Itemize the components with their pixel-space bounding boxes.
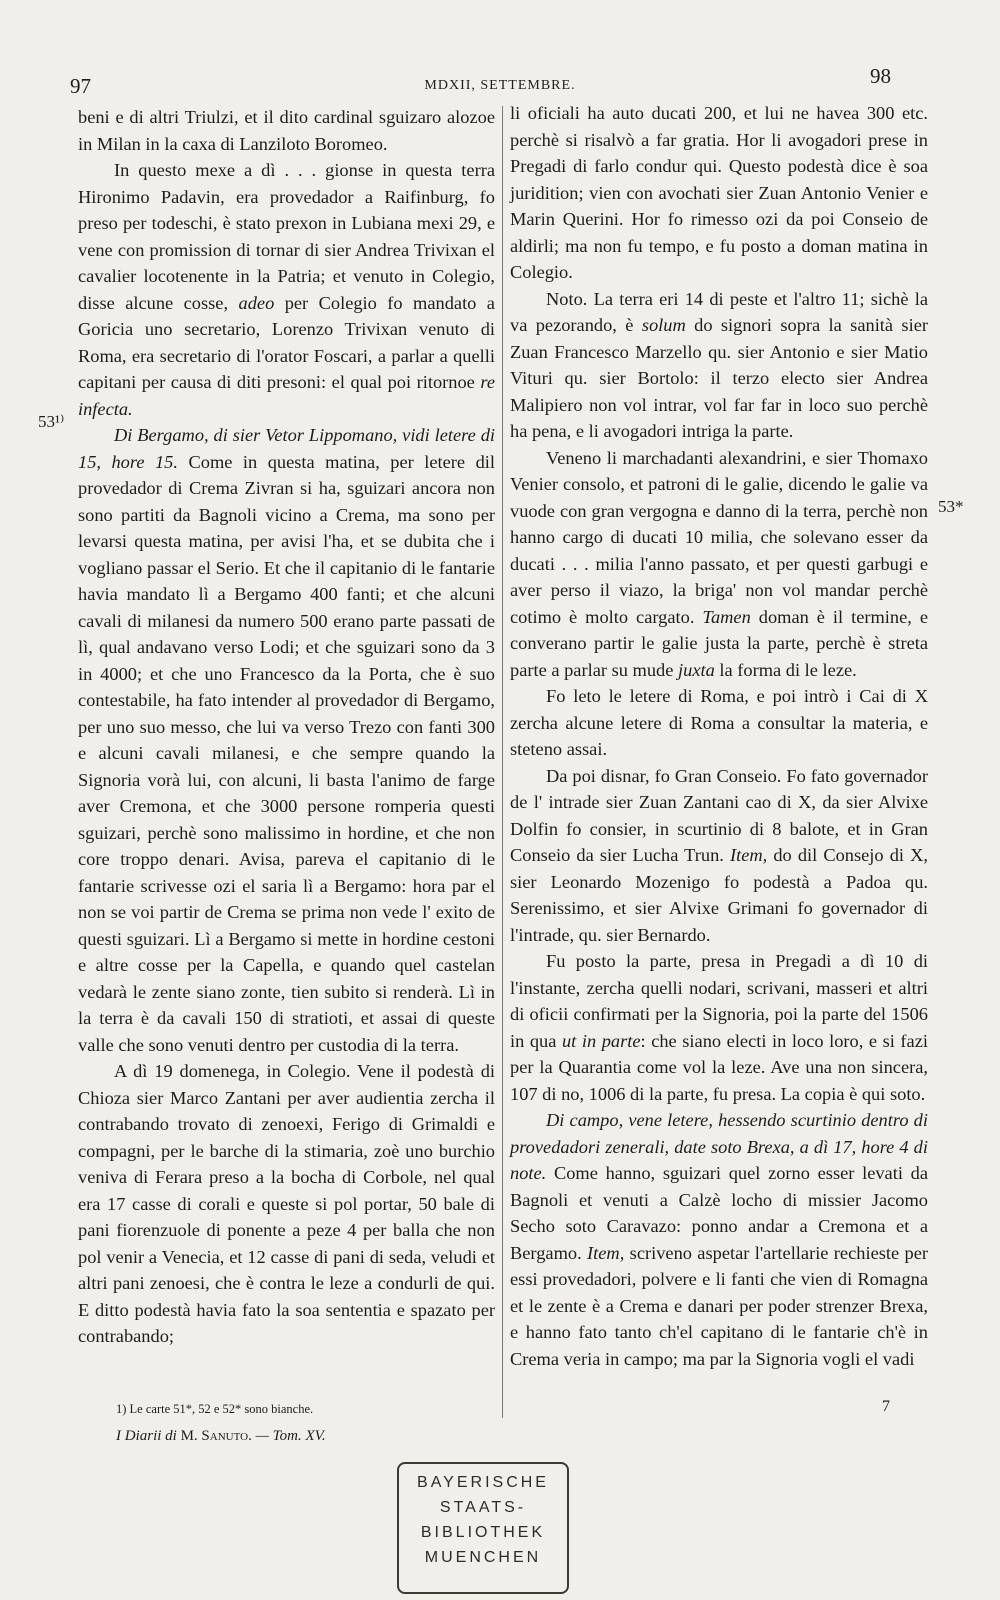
library-stamp [397, 1462, 569, 1594]
paragraph: Noto. La terra eri 14 di peste et l'altro 11; sichè la va pezorando, è solum do signori sopra la sanità sier Zuan Francesco Marzello qu. sier Antonio e sier Matio Vituri qu. sier Bortolo: il terzo electo sier Andrea Malipiero non vol intrar, vol far far in loco suo perchè ha pena, e li avogadori intriga la parte. [510, 288, 928, 441]
series-line: I Diarii di M. Sanuto. — Tom. XV. [116, 1428, 326, 1444]
footnote: 1) Le carte 51*, 52 e 52* sono bianche. [116, 1402, 314, 1416]
margin-note-left: 53¹⁾ [38, 412, 65, 431]
left-column [78, 104, 495, 1350]
paragraph: Di campo, vene letere, hessendo scurtinio dentro di provedadori zenerali, date soto Brexa, a dì 17, hore 4 di note. Come hanno, sguizari quel zorno esser levati da Bagnoli et venuti a Calzè locho di missier Jacomo Secho soto Caravazo: ponno andar a Cremona et a Bergamo. Item, scriveno aspetar l'artellarie rechieste per essi provedadori, polvere e li fanti che vien di Romagna et le zente è a Crema e danari per poder strenzer Brexa, e hanno fato tanto ch'el capitano di le fantarie ch'è in Crema veria in campo; ma par la Signoria vogli el vadi [510, 1110, 928, 1369]
running-title: MDXII, SETTEMBRE. [424, 78, 576, 93]
paragraph: A dì 19 domenega, in Colegio. Vene il podestà di Chioza sier Marco Zantani per aver audientia zercha il contrabando trovato di zenoexi, Ferigo di Grimaldi e compagni, per le barche di la stimaria, zoè uno burchio veniva di Ferara preso a la bocha di Corbole, nel qual era 17 casse di corali e queste si pol portar, 50 bale di pani fiorenzuole di ponente a peze 4 per balla che non pol venir a Venecia, et 12 casse di pani di seda, veludi et altri pani zenoesi, che è contra le leze a condurli de qui. E ditto podestà havia fato la soa sententia e spazato per contrabando; [78, 1061, 495, 1346]
left-page-number: 97 [70, 74, 91, 98]
stamp-line: MUENCHEN [424, 1549, 542, 1566]
stamp-line: BAYERISCHE [417, 1474, 549, 1491]
stamp-line: BIBLIOTHEK [420, 1524, 546, 1541]
signature-number: 7 [882, 1398, 890, 1415]
paragraph: Di Bergamo, di sier Vetor Lippomano, vidi letere di 15, hore 15. Come in questa matina, per letere dil provedador di Crema Zivran si ha, sguizari ancora non sono partiti da Bagnoli vicino a Crema, ma sono per levarsi questa matina, per avisi l'ha, et se dubita che i vogliano passar el Serio. Et che il capitanio di le fantarie havia mandato lì a Bergamo 400 fanti; et che alcuni cavali di milanesi da numero 500 erano parte passati de lì, qual andavano verso Lodi; et che sguizari sono da 3 in 4000; et che uno Francesco da la Porta, che è suo contestabile, ha fato intender al provedador di Bergamo, per uno suo messo, che lui va verso Trezo con fanti 300 e alcuni cavali milanesi, e che sempre quando la Signoria vorà lui, con alcuni, li basta l'animo de farge aver Cremona, et che 3000 persone romperia questi sguizari, perchè sono malissimo in hordine, et che non core troppo denari. Avisa, pareva el capitanio di le fantarie scrivesse ozi el saria lì a Bergamo: hora par el non se voi partir de Crema se prima non vede l' exito de questi sguizari. Lì a Bergamo si mette in hordine cestoni e altre cosse per la Capella, e quando quel castelan vedarà le zente siano zonte, tien subito si renderà. Lì in la terra è da cavali 150 di stratioti, et assai di queste valle che sono venuti dentro per custodia di la terra. [78, 425, 495, 1055]
stamp-line: STAATS- [439, 1499, 527, 1516]
paragraph: Da poi disnar, fo Gran Conseio. Fo fato governador de l' intrade sier Zuan Zantani cao di X, da sier Alvixe Dolfin fo consier, in scurtinio di 8 balote, et in Gran Conseio da sier Lucha Trun. Item, do dil Consejo di X, sier Leonardo Mozenigo fo podestà a Padoa qu. Serenissimo, et sier Alvixe Grimani fo governador di l'intrade, qu. sier Bernardo. [510, 765, 928, 945]
column-divider [502, 106, 503, 1418]
paragraph: In questo mexe a dì . . . gionse in questa terra Hironimo Padavin, era provedador a Raifinburg, fo preso per todeschi, è stato prexon in Lubiana mexi 29, e vene con promission di tornar di sier Andrea Trivixan el cavalier locotenente in la Patria; et venuto in Colegio, disse alcune cosse, adeo per Colegio fo mandato a Goricia uno secretario, Lorenzo Trivixan venuto di Roma, era secretario di l'orator Foscari, a parlar a quelli capitani per causa di diti presoni: el qual poi ritornoe re infecta. [78, 160, 495, 419]
paragraph: beni e di altri Triulzi, et il dito cardinal sguizaro alozoe in Milan in la caxa di Lanziloto Boromeo. [78, 107, 495, 154]
paragraph: Veneno li marchadanti alexandrini, e sier Thomaxo Venier consolo, et patroni di le galie, dicendo le galie va vuode con gran vergogna e danno di la terra, perchè non hanno cargo di ducati 10 milia, che solevano esser da ducati . . . milia l'anno passato, et per questi garbugi e aver perso il viazo, la briga' non vol mandar perchè cotimo è molto cargato. Tamen doman è il termine, e converano partir le galie justa la parte, perchè è streta parte a parlar su mude juxta la forma di le leze. [510, 447, 928, 680]
margin-note-right: 53* [938, 497, 964, 516]
right-page-number: 98 [870, 64, 891, 88]
paragraph: Fo leto le letere di Roma, e poi intrò i Cai di X zercha alcune letere di Roma a consultar la materia, e steteno assai. [510, 686, 928, 759]
paragraph: li oficiali ha auto ducati 200, et lui ne havea 300 etc. perchè si risalvò a far gratia. Hor li avogadori prese in Pregadi di farlo condur qui. Questo podestà dice è soa juridition; vien con avochati sier Zuan Antonio Venier e Marin Querini. Hor fo rimesso ozi da poi Conseio de aldirli; ma non fu tempo, e fu posto a doman matina in Colegio. [510, 103, 928, 282]
paragraph: Fu posto la parte, presa in Pregadi a dì 10 di l'instante, zercha quelli nodari, scrivani, masseri et altri di oficii confirmati per la Signoria, poi la parte del 1506 in qua ut in parte: che siano electi in loco loro, e si fazi per la Quarantia come vol la leze. Ave una non sincera, 107 di no, 1006 di la parte, fu presa. La copia è qui soto. [510, 951, 928, 1104]
right-column [510, 100, 928, 1372]
